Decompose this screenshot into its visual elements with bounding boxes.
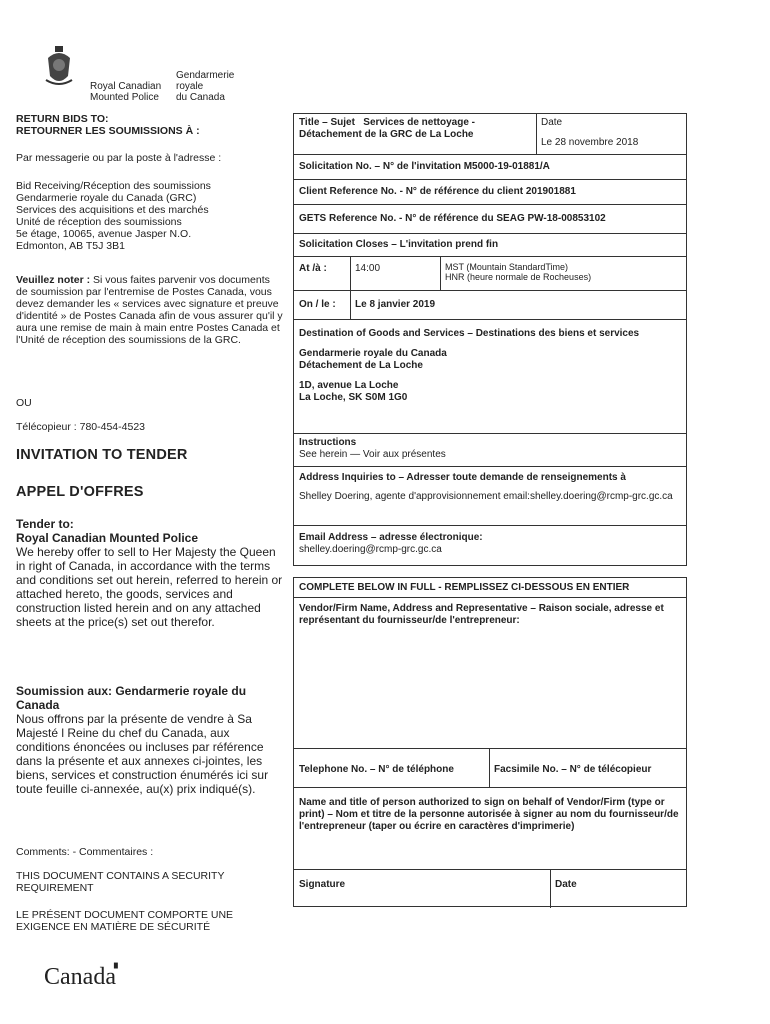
rcmp-crest-icon <box>44 46 74 86</box>
closing-date: Le 8 janvier 2019 <box>355 299 436 310</box>
flag-icon: ▘ <box>113 964 122 975</box>
telephone-field[interactable]: Telephone No. – N° de téléphone <box>299 764 454 775</box>
inquiries-block: Address Inquiries to – Adresser toute demande de renseignements à Shelley Doering, agente d'approvisionnement email:shelley.doering@rcmp-grc.gc.ca <box>294 467 686 526</box>
destination-block: Destination of Goods and Services – Destinations des biens et services Gendarmerie royale du Canada Détachement de La Loche 1D, avenue La Loche La Loche, SK S0M 1G0 <box>294 320 686 434</box>
soumission-block: Soumission aux: Gendarmerie royale du Canada Nous offrons par la présente de vendre à Sa Majesté l Reine du chef du Canada, aux conditions énoncées ou incluses par référence dans la présente et aux annexes ci-jointes, les biens, services et construction énumérés ici sur toute feuille ci-annexée, au(x) prix indiqué(s). <box>16 684 269 796</box>
time-zone: MST (Mountain StandardTime) HNR (heure normale de Rocheuses) <box>445 262 592 282</box>
canada-wordmark: Canada▘ <box>44 964 122 990</box>
return-bids-heading: RETURN BIDS TO: RETOURNER LES SOUMISSIONS À : <box>16 113 200 137</box>
solicitation-info-box <box>293 113 687 566</box>
signature-date-field[interactable]: Date <box>555 879 577 890</box>
solicitation-number: Solicitation No. – N° de l'invitation M5000-19-01881/A <box>294 155 686 180</box>
invitation-heading-en: INVITATION TO TENDER <box>16 447 188 463</box>
date-cell: Date Le 28 novembre 2018 <box>541 117 639 148</box>
by-courier-text: Par messagerie ou par la poste à l'adresse : <box>16 152 222 164</box>
email-block: Email Address – adresse électronique: shelley.doering@rcmp-grc.gc.ca <box>299 532 483 555</box>
security-requirement-fr: LE PRÉSENT DOCUMENT COMPORTE UNE EXIGENCE EN MATIÈRE DE SÉCURITÉ <box>16 909 234 933</box>
note-paragraph: Veuillez noter : Si vous faites parvenir vos documents de soumission par l'entremise de Postes Canada, vous devez demander les « services avec signature et preuve d'identité » de Postes Canada afin de vous assurer qu'il y aura une remise de main à main entre Postes Canada et l'Unité de réception des soumissions de la GRC. <box>16 274 283 346</box>
signature-field[interactable]: Signature <box>299 879 346 890</box>
vendor-info-box <box>293 577 687 907</box>
solicitation-closes: Solicitation Closes – L'invitation prend fin <box>294 234 686 257</box>
bid-receiving-address: Bid Receiving/Réception des soumissions Gendarmerie royale du Canada (GRC) Services des acquisitions et des marchés Unité de réception des soumissions 5e étage, 10065, avenue Jasper N.O. Edmonton, AB T5J 3B1 <box>16 180 211 252</box>
security-requirement-en: THIS DOCUMENT CONTAINS A SECURITY REQUIREMENT <box>16 870 225 894</box>
tender-to-block: Tender to: Royal Canadian Mounted Police We hereby offer to sell to Her Majesty the Queen in right of Canada, in accordance with the terms and conditions set out herein, referred to herein or attached hereto, the goods, services and construction listed herein and on any attached sheets at the price(s) set out therefor. <box>16 517 283 629</box>
instructions-block: Instructions See herein — Voir aux présentes <box>294 434 686 467</box>
on-label: On / le : <box>299 299 336 310</box>
vendor-name-field[interactable]: Vendor/Firm Name, Address and Representative – Raison sociale, adresse et représentant du fournisseur/de l'entrepreneur: <box>294 598 686 749</box>
fax-number: Télécopieur : 780-454-4523 <box>16 421 146 433</box>
title-cell: Title – Sujet Services de nettoyage - Détachement de la GRC de La Loche <box>299 117 476 140</box>
authorized-person-field[interactable]: Name and title of person authorized to sign on behalf of Vendor/Firm (type or print) – Nom et titre de la personne autorisée à signer au nom du fournisseur/de l'entrepreneur (taper ou écrire en caractères d'imprimerie) <box>294 788 686 870</box>
complete-below-heading: COMPLETE BELOW IN FULL - REMPLISSEZ CI-DESSOUS EN ENTIER <box>294 578 686 598</box>
or-text: OU <box>16 397 32 409</box>
client-reference: Client Reference No. - N° de référence du client 201901881 <box>294 180 686 205</box>
invitation-heading-fr: APPEL D'OFFRES <box>16 484 144 500</box>
facsimile-field[interactable]: Facsimile No. – N° de télécopieur <box>494 764 652 775</box>
comments-label: Comments: - Commentaires : <box>16 846 154 858</box>
gets-reference: GETS Reference No. - N° de référence du SEAG PW-18-00853102 <box>294 205 686 234</box>
organization-name: Royal CanadianGendarmerie royale Mounted Police du Canada <box>90 70 235 103</box>
closing-time: 14:00 <box>355 263 381 274</box>
at-label: At /à : <box>299 263 327 274</box>
